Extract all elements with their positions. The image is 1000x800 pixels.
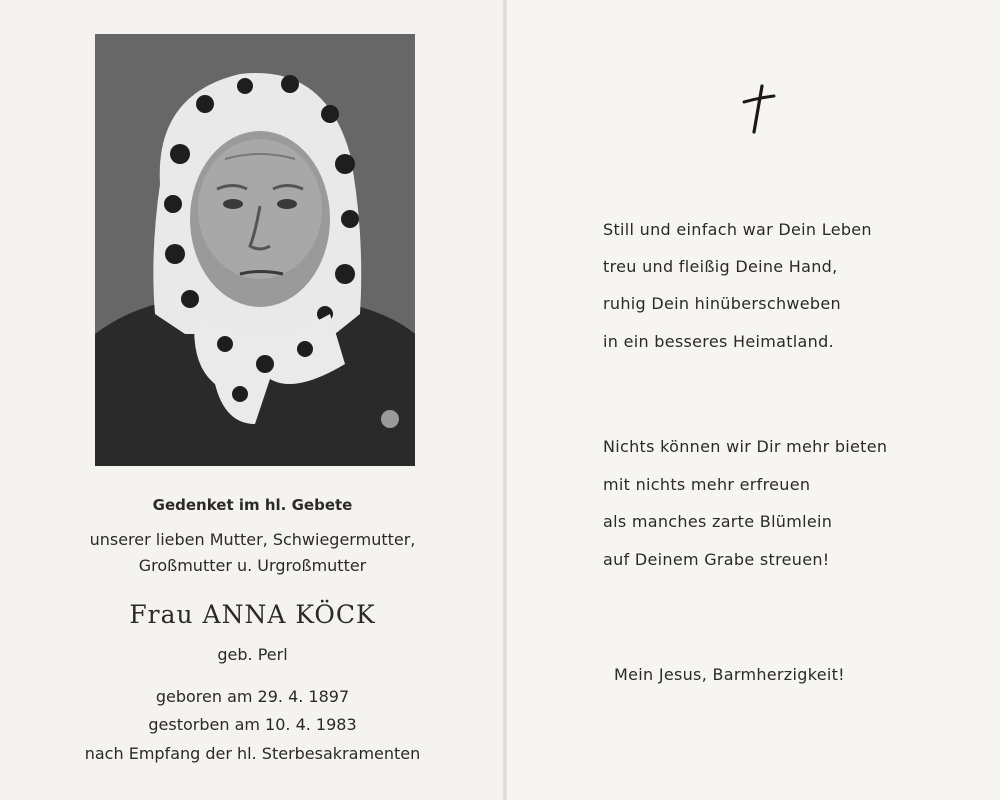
prayer-heading: Gedenket im hl. Gebete bbox=[152, 496, 353, 514]
verse2-line4: auf Deinem Grabe streuen! bbox=[603, 550, 830, 569]
verse2-line1: Nichts können wir Dir mehr bieten bbox=[603, 437, 888, 456]
relation-line-1: unserer lieben Mutter, Schwiegermutter, bbox=[89, 530, 416, 549]
verse2-line3: als manches zarte Blümlein bbox=[603, 512, 833, 531]
card-fold bbox=[503, 0, 507, 800]
verse1-line2: treu und fleißig Deine Hand, bbox=[603, 257, 838, 276]
cross-icon bbox=[738, 82, 778, 137]
birth-date: geboren am 29. 4. 1897 bbox=[155, 687, 350, 706]
relation-line-2: Großmutter u. Urgroßmutter bbox=[138, 556, 367, 575]
deceased-name: Frau ANNA KÖCK bbox=[129, 600, 376, 629]
verse1-line1: Still und einfach war Dein Leben bbox=[603, 220, 872, 239]
closing-line: Mein Jesus, Barmherzigkeit! bbox=[614, 665, 845, 684]
verse2-line2: mit nichts mehr erfreuen bbox=[603, 475, 811, 494]
verse1-line4: in ein besseres Heimatland. bbox=[603, 332, 834, 351]
sacraments-line: nach Empfang der hl. Sterbesakramenten bbox=[84, 744, 421, 763]
maiden-name: geb. Perl bbox=[217, 645, 288, 664]
death-date: gestorben am 10. 4. 1983 bbox=[148, 715, 357, 734]
portrait-photo bbox=[95, 34, 415, 466]
verse1-line3: ruhig Dein hinüberschweben bbox=[603, 294, 841, 313]
